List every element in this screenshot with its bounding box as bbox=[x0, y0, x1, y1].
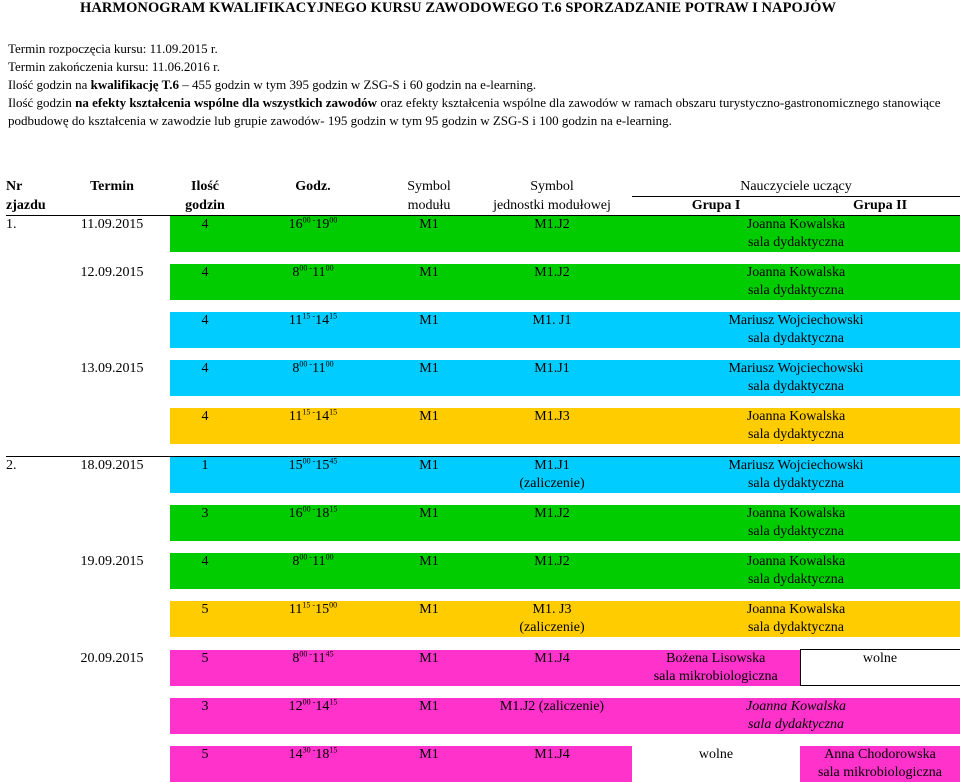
blank bbox=[170, 234, 240, 252]
row-date: 19.09.2015 bbox=[80, 554, 144, 569]
row-hours: 4 bbox=[170, 264, 240, 282]
col-jednostka-2: jednostki modułowej bbox=[472, 197, 632, 216]
row-nr bbox=[6, 505, 54, 523]
row-unit-note bbox=[472, 282, 632, 300]
row-nr bbox=[6, 601, 54, 619]
effects-prefix: Ilość godzin bbox=[8, 95, 76, 110]
time-cell: $16^{00}$ $^-19^{00}$ bbox=[240, 216, 386, 235]
hours-prefix: Ilość godzin na bbox=[8, 77, 91, 92]
blank bbox=[386, 571, 472, 589]
schedule-row bbox=[6, 360, 960, 378]
blank bbox=[6, 619, 54, 637]
col-ilosc-2: godzin bbox=[170, 197, 240, 216]
blank bbox=[54, 619, 170, 637]
row-teacher: Mariusz Wojciechowski bbox=[632, 457, 960, 476]
col-symbol-2: modułu bbox=[386, 197, 472, 216]
blank bbox=[170, 282, 240, 300]
col-nauczyciele: Nauczyciele uczący bbox=[740, 179, 852, 194]
row-room: sala dydaktyczna bbox=[632, 234, 960, 252]
schedule-row-room bbox=[6, 282, 960, 300]
header-row-2 bbox=[6, 197, 960, 216]
row-hours: 4 bbox=[170, 553, 240, 571]
row-unit: M1. J1 bbox=[472, 312, 632, 330]
row-unit-note bbox=[472, 330, 632, 348]
row-unit-note bbox=[472, 378, 632, 396]
row-date: 11.09.2015 bbox=[80, 217, 144, 232]
blank bbox=[386, 475, 472, 493]
row-unit-note bbox=[472, 523, 632, 541]
row-date: 20.09.2015 bbox=[80, 650, 144, 666]
col-grupa2: Grupa II bbox=[800, 197, 960, 216]
blank bbox=[240, 282, 386, 300]
row-hours: 4 bbox=[170, 216, 240, 235]
row-unit: M1.J3 bbox=[472, 408, 632, 426]
blank bbox=[6, 571, 54, 589]
schedule-row-room bbox=[6, 619, 960, 637]
time-cell: $8^{00}$ $^-11^{00}$ bbox=[240, 264, 386, 282]
blank bbox=[386, 764, 472, 782]
schedule-row bbox=[6, 650, 960, 668]
spacer-row bbox=[6, 444, 960, 457]
row-unit-note bbox=[472, 571, 632, 589]
row-hours: 1 bbox=[170, 457, 240, 476]
blank bbox=[386, 426, 472, 444]
blank bbox=[240, 716, 386, 734]
room: sala dydaktyczna bbox=[632, 716, 960, 734]
schedule-row bbox=[6, 457, 960, 476]
row-unit: M1.J4 bbox=[472, 650, 632, 668]
col-nr: Nr bbox=[6, 179, 23, 194]
schedule-row bbox=[6, 216, 960, 235]
hours-rest: – 455 godzin w tym 395 godzin w ZSG-S i 60 godzin na e-learning. bbox=[179, 77, 537, 92]
blank bbox=[6, 764, 54, 782]
schedule-row bbox=[6, 264, 960, 282]
row-unit-note bbox=[472, 234, 632, 252]
row-hours: 4 bbox=[170, 312, 240, 330]
row-unit: M1.J2 bbox=[472, 505, 632, 523]
blank bbox=[54, 378, 170, 396]
blank bbox=[170, 571, 240, 589]
blank bbox=[6, 426, 54, 444]
schedule-row bbox=[6, 505, 960, 523]
row-teacher: Joanna Kowalska bbox=[632, 553, 960, 571]
spacer-row bbox=[6, 396, 960, 408]
col-symbol: Symbol bbox=[407, 179, 451, 194]
blank bbox=[240, 619, 386, 637]
row-unit-note: (zaliczenie) bbox=[472, 619, 632, 637]
blank bbox=[170, 330, 240, 348]
row-date bbox=[54, 698, 170, 716]
row-module: M1 bbox=[386, 698, 472, 716]
row-hours: 3 bbox=[170, 698, 240, 716]
schedule-row bbox=[6, 698, 960, 716]
blank bbox=[240, 378, 386, 396]
row-teacher: Joanna Kowalska bbox=[632, 408, 960, 426]
row-teacher: Joanna Kowalska bbox=[632, 601, 960, 619]
row-date: 13.09.2015 bbox=[80, 361, 144, 376]
row-nr bbox=[6, 650, 54, 668]
blank bbox=[54, 571, 170, 589]
blank bbox=[386, 523, 472, 541]
blank bbox=[472, 764, 632, 782]
blank bbox=[54, 475, 170, 493]
row-unit: M1.J1 bbox=[472, 360, 632, 378]
blank bbox=[54, 523, 170, 541]
spacer-row bbox=[6, 348, 960, 360]
blank bbox=[170, 475, 240, 493]
row-module: M1 bbox=[386, 457, 472, 476]
row-date bbox=[54, 505, 170, 523]
group1-teacher: Bożena Lisowska bbox=[632, 650, 800, 668]
time-cell: $8^{00}$ $^-11^{00}$ bbox=[240, 360, 386, 378]
row-date: 18.09.2015 bbox=[80, 458, 144, 473]
blank bbox=[6, 716, 54, 734]
blank bbox=[386, 282, 472, 300]
time-cell: $16^{00}$ $^-18^{15}$ bbox=[240, 505, 386, 523]
blank bbox=[386, 378, 472, 396]
row-module: M1 bbox=[386, 553, 472, 571]
spacer-row bbox=[6, 541, 960, 553]
group2-free: wolne bbox=[800, 650, 960, 686]
teacher: Joanna Kowalska bbox=[632, 698, 960, 716]
schedule-row bbox=[6, 553, 960, 571]
time-cell: $11^{15}$ $^-15^{00}$ bbox=[240, 601, 386, 619]
effects-bold: na efekty kształcenia wspólne dla wszystkich zawodów bbox=[75, 95, 378, 110]
row-unit: M1.J2 (zaliczenie) bbox=[472, 698, 632, 716]
group1-free: wolne bbox=[632, 746, 800, 782]
row-module: M1 bbox=[386, 505, 472, 523]
group2-teacher: Anna Chodorowska bbox=[800, 746, 960, 764]
spacer-row bbox=[6, 734, 960, 746]
blank bbox=[240, 330, 386, 348]
schedule-row-room bbox=[6, 764, 960, 782]
blank bbox=[240, 764, 386, 782]
blank bbox=[54, 426, 170, 444]
group1-room: sala mikrobiologiczna bbox=[632, 668, 800, 686]
time-cell: $12^{00}$ $^-14^{15}$ bbox=[240, 698, 386, 716]
row-module: M1 bbox=[386, 360, 472, 378]
row-nr bbox=[6, 312, 54, 330]
row-teacher: Joanna Kowalska bbox=[632, 264, 960, 282]
row-hours: 5 bbox=[170, 601, 240, 619]
row-room: sala dydaktyczna bbox=[632, 523, 960, 541]
course-hours bbox=[8, 76, 956, 94]
row-room: sala dydaktyczna bbox=[632, 619, 960, 637]
row-module: M1 bbox=[386, 601, 472, 619]
blank bbox=[170, 668, 240, 686]
row-nr bbox=[6, 408, 54, 426]
blank bbox=[54, 668, 170, 686]
spacer-row bbox=[6, 637, 960, 650]
row-date bbox=[54, 601, 170, 619]
row-unit: M1.J4 bbox=[472, 746, 632, 764]
schedule-row-room bbox=[6, 378, 960, 396]
col-nr-2: zjazdu bbox=[6, 197, 54, 216]
blank bbox=[170, 523, 240, 541]
row-room: sala dydaktyczna bbox=[632, 378, 960, 396]
spacer-row bbox=[6, 300, 960, 312]
group2-room: sala mikrobiologiczna bbox=[800, 764, 960, 782]
row-date: 12.09.2015 bbox=[80, 265, 144, 280]
schedule-row bbox=[6, 601, 960, 619]
row-hours: 3 bbox=[170, 505, 240, 523]
row-teacher: Mariusz Wojciechowski bbox=[632, 360, 960, 378]
course-info bbox=[8, 40, 956, 130]
row-room: sala dydaktyczna bbox=[632, 571, 960, 589]
blank bbox=[6, 523, 54, 541]
blank bbox=[54, 282, 170, 300]
blank bbox=[386, 716, 472, 734]
blank bbox=[240, 523, 386, 541]
blank bbox=[240, 426, 386, 444]
schedule-table bbox=[6, 178, 960, 782]
blank bbox=[6, 668, 54, 686]
row-hours: 4 bbox=[170, 360, 240, 378]
header-row-1 bbox=[6, 178, 960, 197]
row-nr bbox=[6, 553, 54, 571]
schedule-row-room bbox=[6, 330, 960, 348]
course-effects bbox=[8, 94, 956, 130]
blank bbox=[54, 716, 170, 734]
col-jednostka: Symbol bbox=[530, 179, 574, 194]
row-teacher: Joanna Kowalska bbox=[632, 505, 960, 523]
blank bbox=[386, 330, 472, 348]
blank bbox=[6, 330, 54, 348]
row-date bbox=[54, 746, 170, 764]
schedule-row-room bbox=[6, 475, 960, 493]
blank bbox=[170, 716, 240, 734]
row-room: sala dydaktyczna bbox=[632, 475, 960, 493]
row-nr bbox=[6, 360, 54, 378]
course-start: Termin rozpoczęcia kursu: 11.09.2015 r. bbox=[8, 41, 218, 56]
row-room: sala dydaktyczna bbox=[632, 282, 960, 300]
time-cell: $8^{00}$ $^-11^{45}$ bbox=[240, 650, 386, 668]
blank bbox=[54, 330, 170, 348]
row-date bbox=[54, 408, 170, 426]
row-unit-note bbox=[472, 426, 632, 444]
blank bbox=[170, 764, 240, 782]
row-nr: 1. bbox=[6, 217, 17, 232]
row-hours: 5 bbox=[170, 650, 240, 668]
row-date bbox=[54, 312, 170, 330]
blank bbox=[386, 619, 472, 637]
blank bbox=[6, 282, 54, 300]
row-unit: M1.J2 bbox=[472, 216, 632, 235]
col-grupa1: Grupa I bbox=[632, 197, 800, 216]
blank bbox=[6, 378, 54, 396]
row-nr bbox=[6, 264, 54, 282]
col-termin: Termin bbox=[90, 179, 134, 194]
hours-bold: kwalifikację T.6 bbox=[90, 77, 180, 92]
blank bbox=[240, 571, 386, 589]
row-module: M1 bbox=[386, 408, 472, 426]
blank bbox=[54, 764, 170, 782]
schedule-row-room bbox=[6, 571, 960, 589]
blank bbox=[170, 619, 240, 637]
col-ilosc: Ilość bbox=[191, 179, 219, 194]
schedule-row bbox=[6, 408, 960, 426]
row-module: M1 bbox=[386, 746, 472, 764]
spacer-row bbox=[6, 252, 960, 264]
col-godz: Godz. bbox=[295, 179, 331, 194]
schedule-row-room bbox=[6, 716, 960, 734]
row-unit: M1. J3 bbox=[472, 601, 632, 619]
time-cell: $11^{15}$ $^-14^{15}$ bbox=[240, 408, 386, 426]
blank bbox=[170, 378, 240, 396]
spacer-row bbox=[6, 589, 960, 601]
blank bbox=[240, 475, 386, 493]
time-cell: $8^{00}$ $^-11^{00}$ bbox=[240, 553, 386, 571]
blank bbox=[6, 234, 54, 252]
row-teacher: Joanna Kowalska bbox=[632, 216, 960, 235]
blank bbox=[240, 234, 386, 252]
row-unit: M1.J2 bbox=[472, 264, 632, 282]
blank bbox=[240, 668, 386, 686]
effects-rest: oraz efekty kształcenia wspólne dla zawodów w ramach obszaru turystyczno-gastronomicznego stanowiące podbudowę do kształcenia w zawodzie lub grupie zawodów- 195 godzin w tym 95 godzin w ZSG-S i 100 godzin na e-learning. bbox=[8, 95, 941, 128]
blank bbox=[472, 668, 632, 686]
blank bbox=[170, 426, 240, 444]
blank bbox=[54, 234, 170, 252]
row-hours: 4 bbox=[170, 408, 240, 426]
row-room: sala dydaktyczna bbox=[632, 426, 960, 444]
row-nr bbox=[6, 698, 54, 716]
time-cell: $14^{30}$ $^-18^{15}$ bbox=[240, 746, 386, 764]
row-unit: M1.J1 bbox=[472, 457, 632, 476]
blank bbox=[386, 668, 472, 686]
schedule-row bbox=[6, 312, 960, 330]
spacer-row bbox=[6, 493, 960, 505]
row-unit: M1.J2 bbox=[472, 553, 632, 571]
blank bbox=[472, 716, 632, 734]
blank bbox=[386, 234, 472, 252]
schedule-row-room bbox=[6, 426, 960, 444]
document-title: HARMONOGRAM KWALIFIKACYJNEGO KURSU ZAWODOWEGO T.6 SPORZADZANIE POTRAW I NAPOJÓW bbox=[80, 0, 836, 16]
time-cell: $11^{15}$ $^-14^{15}$ bbox=[240, 312, 386, 330]
row-module: M1 bbox=[386, 216, 472, 235]
row-unit-note: (zaliczenie) bbox=[472, 475, 632, 493]
row-hours: 5 bbox=[170, 746, 240, 764]
row-module: M1 bbox=[386, 264, 472, 282]
row-module: M1 bbox=[386, 650, 472, 668]
row-nr bbox=[6, 746, 54, 764]
time-cell: $15^{00}$ $^-15^{45}$ bbox=[240, 457, 386, 476]
row-room: sala dydaktyczna bbox=[632, 330, 960, 348]
course-end: Termin zakończenia kursu: 11.06.2016 r. bbox=[8, 59, 220, 74]
row-module: M1 bbox=[386, 312, 472, 330]
schedule-row-room bbox=[6, 234, 960, 252]
schedule-row-room bbox=[6, 523, 960, 541]
schedule-row bbox=[6, 746, 960, 764]
row-teacher: Mariusz Wojciechowski bbox=[632, 312, 960, 330]
row-nr: 2. bbox=[6, 458, 17, 473]
spacer-row bbox=[6, 686, 960, 699]
blank bbox=[6, 475, 54, 493]
